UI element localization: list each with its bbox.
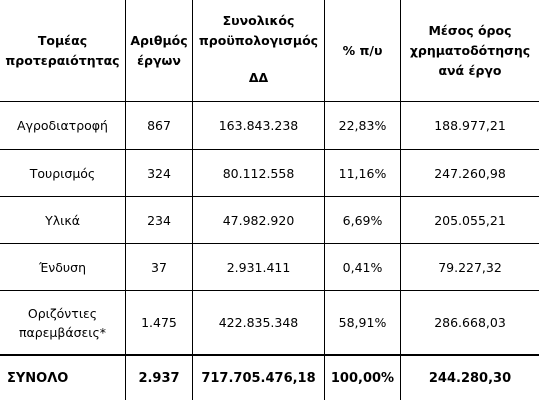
header-percent: % π/υ xyxy=(342,42,383,58)
row-percent: 0,41% xyxy=(342,259,383,275)
row-sector: Ένδυση xyxy=(38,259,87,275)
row-average: 79.227,32 xyxy=(438,259,502,275)
row-average: 188.977,21 xyxy=(434,118,506,133)
total-average: 244.280,30 xyxy=(428,370,512,386)
row-budget: 163.843.238 xyxy=(218,118,299,133)
row-budget: 80.112.558 xyxy=(222,165,295,181)
total-projects: 2.937 xyxy=(138,370,180,386)
header-budget-title: Συνολικός προϋπολογισμός xyxy=(198,13,319,48)
row-budget: 2.931.411 xyxy=(226,259,291,275)
header-budget-unit: ΔΔ xyxy=(248,70,269,85)
total-budget: 717.705.476,18 xyxy=(201,370,316,386)
row-sector: Τουρισμός xyxy=(29,165,96,181)
row-projects: 1.475 xyxy=(141,315,177,330)
header-projects: Αριθμός έργων xyxy=(130,32,188,68)
row-percent: 6,69% xyxy=(342,212,383,228)
row-projects: 37 xyxy=(151,259,167,275)
row-average: 205.055,21 xyxy=(434,212,506,228)
header-budget xyxy=(193,0,324,101)
header-sector: Τομέας προτεραιότητας xyxy=(5,32,120,68)
row-projects: 324 xyxy=(147,165,171,181)
row-average: 247.260,98 xyxy=(434,165,506,181)
row-budget: 47.982.920 xyxy=(222,212,295,228)
header-average: Μέσος όρος χρηματοδότησης ανά έργο xyxy=(409,22,531,78)
total-percent: 100,00% xyxy=(330,370,395,386)
total-label: ΣΥΝΟΛΟ xyxy=(7,370,69,386)
row-percent: 11,16% xyxy=(338,165,387,181)
row-average: 286.668,03 xyxy=(434,315,506,330)
row-percent: 58,91% xyxy=(338,315,387,330)
row-sector: Οριζόντιες παρεμβάσεις* xyxy=(18,305,107,340)
row-sector: Αγροδιατροφή xyxy=(17,118,108,133)
row-projects: 867 xyxy=(147,118,171,133)
row-projects: 234 xyxy=(147,212,171,228)
row-budget: 422.835.348 xyxy=(218,315,299,330)
row-percent: 22,83% xyxy=(338,118,387,133)
row-sector: Υλικά xyxy=(45,212,80,228)
